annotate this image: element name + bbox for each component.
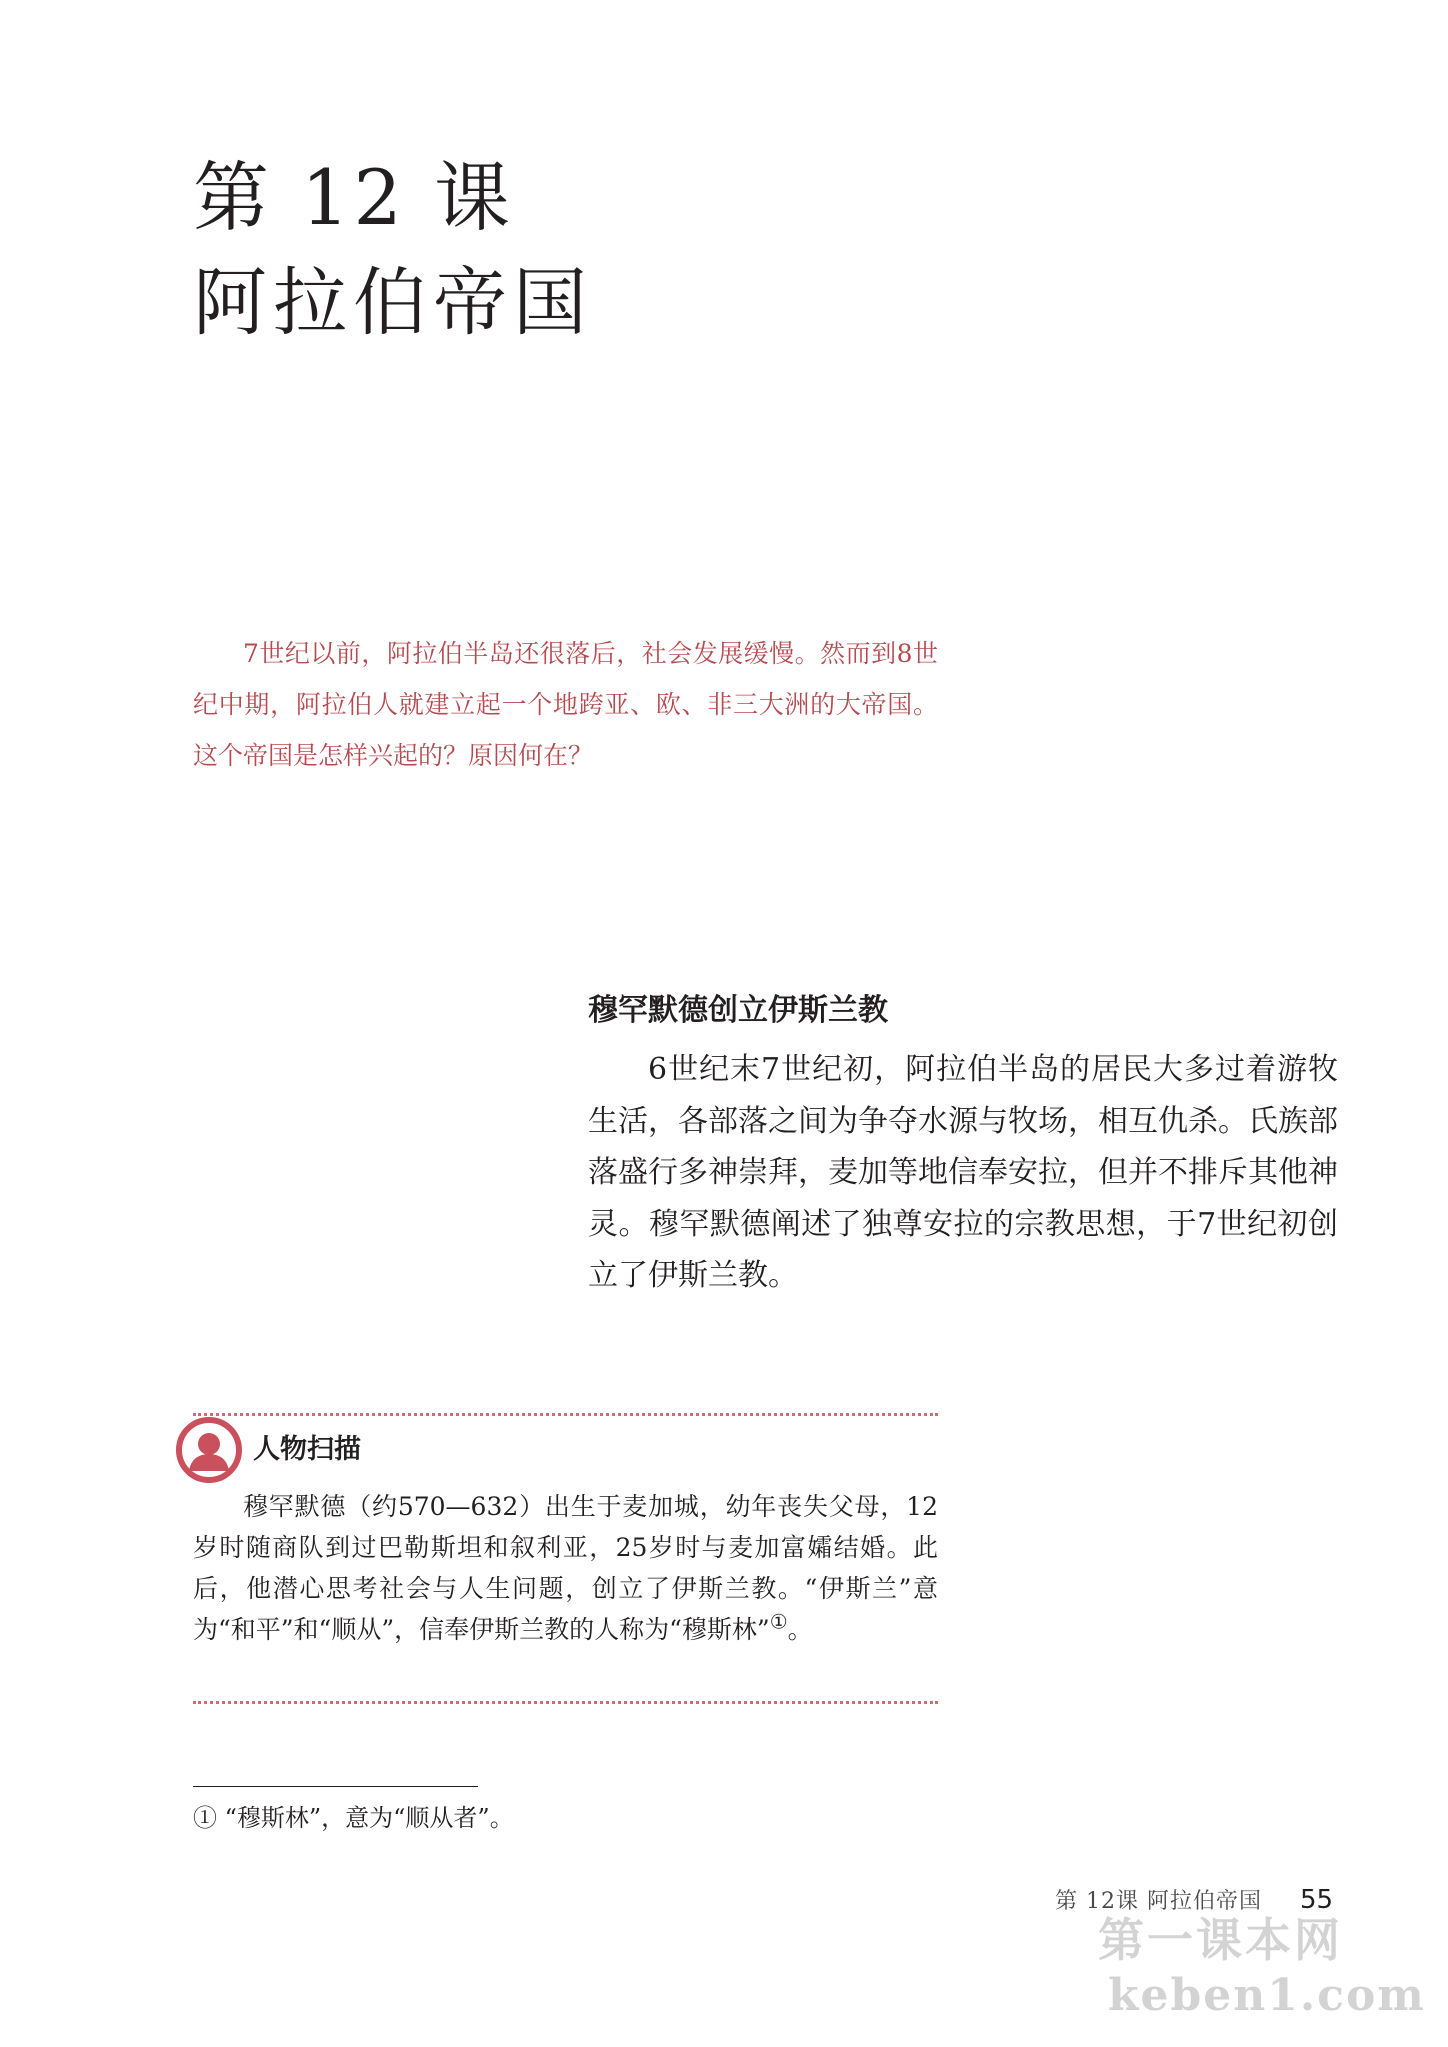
profile-text-end: 。 — [787, 1615, 813, 1644]
profile-box-body — [193, 1486, 938, 1650]
profile-box-bottom-divider — [193, 1701, 938, 1704]
profile-box-title: 人物扫描 — [253, 1434, 361, 1465]
section-body: 6世纪末7世纪初，阿拉伯半岛的居民大多过着游牧生活，各部落之间为争夺水源与牧场，相互仇杀。氏族部落盛行多神崇拜，麦加等地信奉安拉，但并不排斥其他神灵。穆罕默德阐述了独尊安拉的宗教思想，于7世纪初创立了伊斯兰教。 — [588, 1052, 1338, 1293]
page-number: 55 — [1300, 1885, 1334, 1915]
profile-text: 穆罕默德（约570—632）出生于麦加城，幼年丧失父母，12岁时随商队到过巴勒斯坦和叙利亚，25岁时与麦加富孀结婚。此后，他潜心思考社会与人生问题，创立了伊斯兰教。“伊斯兰”意为“和平”和“顺从”，信奉伊斯兰教的人称为“穆斯林” — [193, 1492, 938, 1644]
watermark-chinese: 第一课本网 — [1098, 1913, 1343, 1967]
lesson-number: 第 12 课 — [193, 153, 515, 242]
intro-paragraph — [193, 628, 938, 781]
lesson-title: 阿拉伯帝国 — [193, 260, 593, 346]
person-avatar-icon — [174, 1415, 244, 1485]
footnote-rule — [193, 1786, 478, 1787]
intro-text: 7世纪以前，阿拉伯半岛还很落后，社会发展缓慢。然而到8世纪中期，阿拉伯人就建立起一个地跨亚、欧、非三大洲的大帝国。这个帝国是怎样兴起的？原因何在？ — [193, 639, 938, 770]
profile-box-top-divider — [193, 1413, 938, 1416]
watermark-url: keben1.com — [1108, 1970, 1426, 2021]
section-muhammad — [588, 990, 1338, 1302]
footnote: ① “穆斯林”，意为“顺从者”。 — [193, 1804, 514, 1832]
running-footer: 第 12课 阿拉伯帝国 — [1055, 1889, 1262, 1914]
section-heading: 穆罕默德创立伊斯兰教 — [588, 993, 888, 1028]
footnote-marker[interactable]: ① — [769, 1609, 788, 1634]
